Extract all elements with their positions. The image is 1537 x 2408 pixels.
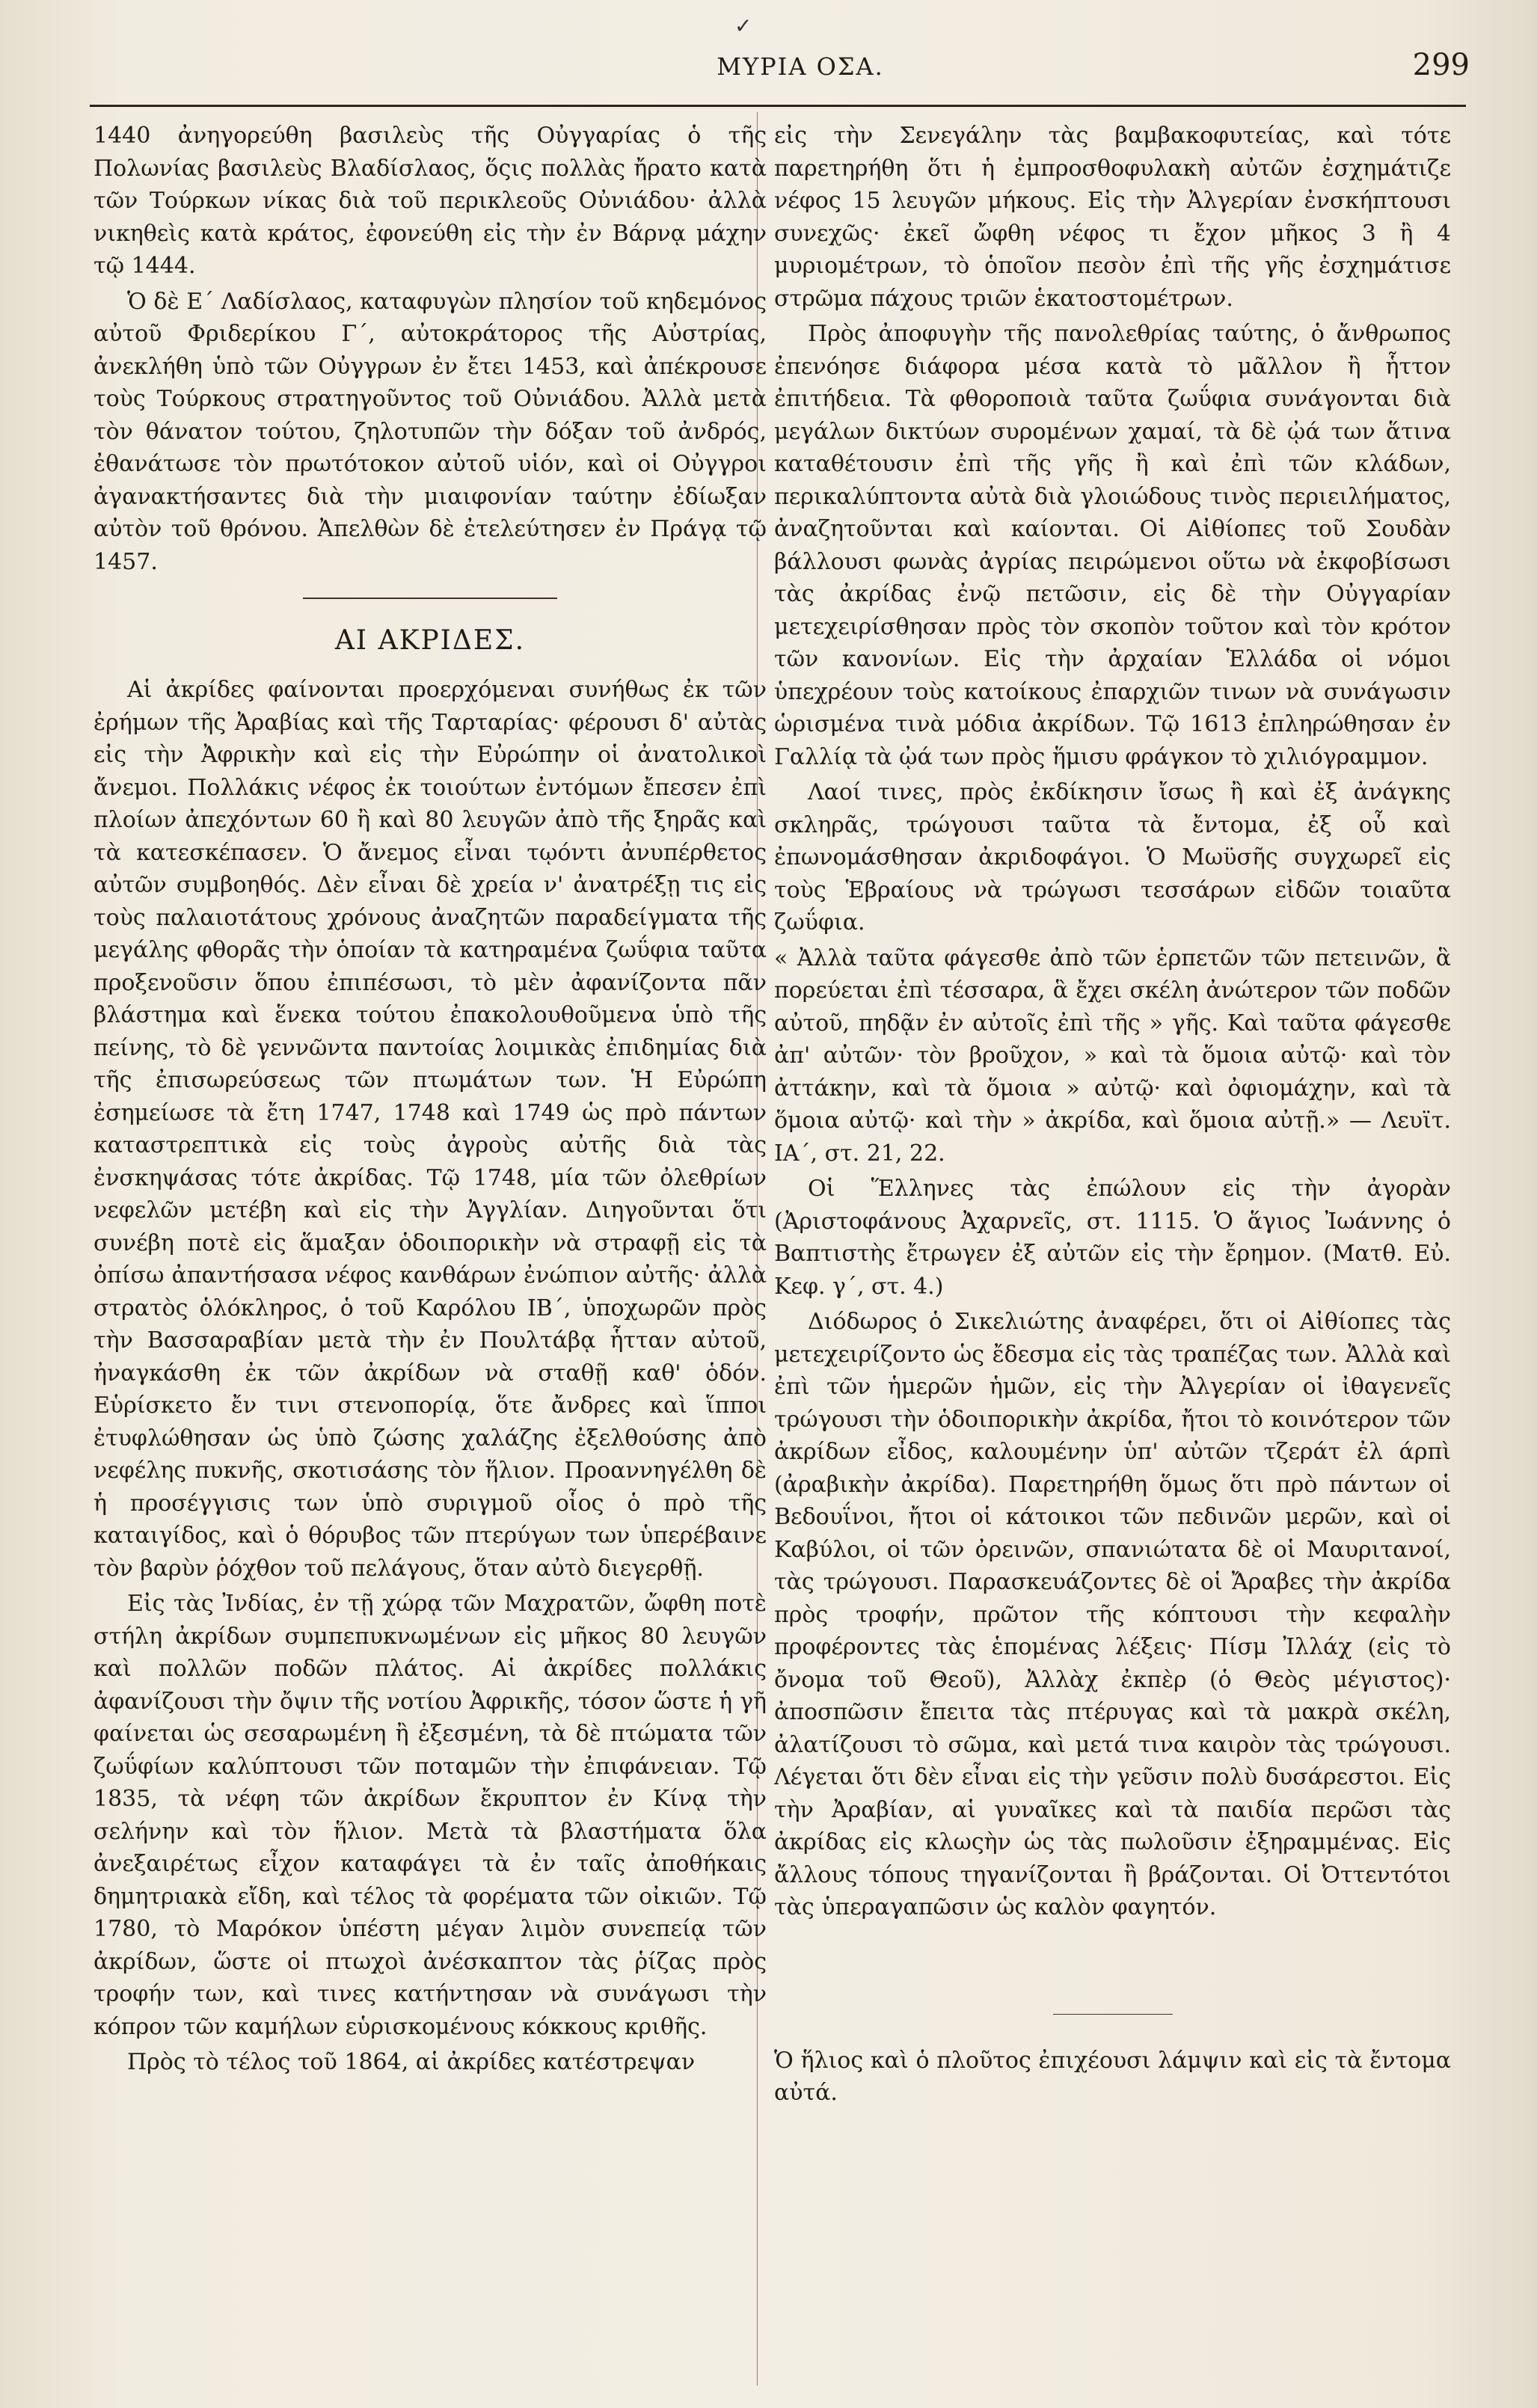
paragraph: Αἱ ἀκρίδες φαίνονται προερχόμεναι συνήθως ἐκ τῶν ἐρήμων τῆς Ἀραβίας καὶ τῆς Ταρταρίας· φέρουσι δ' αὐτὰς εἰς τὴν Ἀφρικὴν καὶ εἰς τὴν Εὐρώπην οἱ ἀνατολικοὶ ἄνεμοι. Πολλάκις νέφος ἐκ τοιούτων ἐντόμων ἔπεσεν ἐπὶ πλοίων ἀπεχόντων 60 ἢ καὶ 80 λευγῶν ἀπὸ τῆς ξηρᾶς καὶ τὰ κατεσκέπασεν. Ὁ ἄνεμος εἶναι τῳόντι ἀνυπέρθετος αὐτῶν συμβοηθός. Δὲν εἶναι δὲ χρεία ν' ἀνατρέξῃ τις εἰς τοὺς παλαιοτάτους χρόνους ἀναζητῶν παραδείγματα τῆς μεγάλης φθορᾶς τὴν ὁποίαν τὰ κατηραμένα ζωΰφια ταῦτα προξενοῦσιν ὅπου ἐπιπέσωσι, τὸ μὲν ἀφανίζοντα πᾶν βλάστημα καὶ ἕνεκα τούτου ἐπακολουθοῦμενα ὑπὸ τῆς πείνης, τὸ δὲ γεννῶντα παντοίας λοιμικὰς ἐπιδημίας διὰ τῆς ἐπισωρεύσεως τῶν πτωμάτων των. Ἡ Εὐρώπη ἐσημείωσε τὰ ἔτη 1747, 1748 καὶ 1749 ὡς πρὸ πάντων καταστρεπτικὰ εἰς τοὺς ἀγροὺς αὐτῆς διὰ τὰς ἐνσκηψάσας τότε ἀκρίδας. Τῷ 1748, μία τῶν ὀλεθρίων νεφελῶν μετέβη καὶ εἰς τὴν Ἀγγλίαν. Διηγοῦνται ὅτι συνέβη ποτὲ εἰς ἅμαξαν ὁδοιπορικὴν νὰ στραφῇ εἰς τὰ ὀπίσω ἀπαντήσασα νέφος κανθάρων ἐνώπιον αὐτῆς· ἀλλὰ στρατὸς ὁλόκληρος, ὁ τοῦ Καρόλου ΙΒ΄, ὑποχωρῶν πρὸς τὴν Βασσαραβίαν μετὰ τὴν ἐν Πουλτάβᾳ ἧτταν αὐτοῦ, ἠναγκάσθη ἐκ τῶν ἀκρίδων νὰ σταθῇ καθ' ὁδόν. Εὑρίσκετο ἔν τινι στενοπορίᾳ, ὅτε ἄνδρες καὶ ἵπποι ἐτυφλώθησαν ὡς ὑπὸ ζώσης χαλάζης ἐξελθούσης ἀπὸ νεφέλης πυκνῆς, σκοτισάσης τὸν ἥλιον. Προαννηγέλθη δὲ ἡ προσέγγισις των ὑπὸ συριγμοῦ οἷος ὁ πρὸ τῆς καταιγίδος, καὶ ὁ θόρυβος τῶν πτερύγων των ὑπερέβαινε τὸν βαρὺν ῥόχθον τοῦ πελάγους, ὅταν αὐτὸ διεγερθῇ.	[93, 677, 767, 1582]
left-column	[93, 120, 767, 2386]
closing-note: Ὁ ἥλιος καὶ ὁ πλοῦτος ἐπιχέουσι λάμψιν καὶ εἰς τὰ ἔντομα αὐτά.	[774, 2047, 1451, 2106]
paragraph: 1440 ἀνηγορεύθη βασιλεὺς τῆς Οὐγγαρίας ὁ τῆς Πολωνίας βασιλεὺς Βλαδίσλαος, ὅςις πολλὰς ἤρατο κατὰ τῶν Τούρκων νίκας διὰ τοῦ περικλεοῦς Οὐνιάδου· ἀλλὰ νικηθεὶς κατὰ κράτος, ἐφονεύθη εἰς τὴν ἐν Βάρνᾳ μάχην τῷ 1444.	[93, 123, 767, 279]
scripture-quote: « Ἀλλὰ ταῦτα φάγεσθε ἀπὸ τῶν ἑρπετῶν τῶν πετεινῶν, ἃ πορεύεται ἐπὶ τέσσαρα, ἃ ἔχει σκέλη ἀνώτερον τῶν ποδῶν αὐτοῦ, πηδᾷν ἐν αὐτοῖς ἐπὶ τῆς » γῆς. Καὶ ταῦτα φάγεσθε ἀπ' αὐτῶν· τὸν βροῦχον, » καὶ τὰ ὅμοια αὐτῷ· καὶ τὸν ἀττάκην, καὶ τὰ ὅμοια » αὐτῷ· καὶ ὀφιομάχην, καὶ τὰ ὅμοια αὐτῷ· καὶ τὴν » ἀκρίδα, καὶ ὅμοια αὐτῇ.» — Λευϊτ. ΙΑ΄, στ. 21, 22.	[774, 945, 1451, 1167]
paragraph: Διόδωρος ὁ Σικελιώτης ἀναφέρει, ὅτι οἱ Αἰθίοπες τὰς μετεχειρίζοντο ὡς ἔδεσμα εἰς τὰς τραπέζας των. Ἀλλὰ καὶ ἐπὶ τῶν ἡμερῶν ἡμῶν, εἰς τὴν Ἀλγερίαν οἱ ἰθαγενεῖς τρώγουσι τὴν ὁδοιπορικὴν ἀκρίδα, ἤτοι τὸ κοινότερον τῶν ἀκρίδων εἶδος, καλουμένην ὑπ' αὐτῶν τζεράτ ἐλ άρπὶ (ἀραβικὴν ἀκρίδα). Παρετηρήθη ὅμως ὅτι πρὸ πάντων οἱ Βεδουΐνοι, ἤτοι οἱ κάτοικοι τῶν πεδινῶν μερῶν, καὶ οἱ Καβύλοι, οἱ τῶν ὀρεινῶν, σπανιώτατα δὲ οἱ Μαυριτανοί, τὰς τρώγουσι. Παρασκευάζοντες δὲ οἱ Ἄραβες τὴν ἀκρίδα πρὸς τροφήν, πρῶτον τῆς κόπτουσι τὴν κεφαλὴν προφέροντες τὰς ἑπομένας λέξεις· Πίσμ Ἰλλάχ (εἰς τὸ ὄνομα τοῦ Θεοῦ), Ἀλλὰχ ἐκπὲρ (ὁ Θεὸς μέγιστος)· ἀποσπῶσιν ἔπειτα τὰς πτέρυγας καὶ τὰ μακρὰ σκέλη, ἀλατίζουσι τὸ σῶμα, καὶ μετά τινα καιρὸν τὰς τρώγουσι. Λέγεται ὅτι δὲν εἶναι εἰς τὴν γεῦσιν πολὺ δυσάρεστοι. Εἰς τὴν Ἀραβίαν, αἱ γυναῖκες καὶ τὰ παιδία περῶσι τὰς ἀκρίδας εἰς κλωςὴν ὡς τὰς πωλοῦσιν ἐξηραμμένας. Εἰς ἄλλους τόπους τηγανίζονται ἢ βράζονται. Οἱ Ὀττεντότοι τὰς ὑπεραγαπῶσιν ὡς καλὸν φαγητόν.	[774, 1309, 1451, 1920]
running-header-title: ΜΥΡΙΑ ΟΣΑ.	[717, 52, 884, 81]
paragraph: Πρὸς ἀποφυγὴν τῆς πανολεθρίας ταύτης, ὁ ἄνθρωπος ἐπενόησε διάφορα μέσα κατὰ τὸ μᾶλλον ἢ ἧττον ἐπιτήδεια. Τὰ φθοροποιὰ ταῦτα ζωΰφια συνάγονται διὰ μεγάλων δικτύων συρομένων χαμαί, τὰ δὲ ᾠά των ἅτινα καταθέτουσιν ἐπὶ τῆς γῆς ἢ καὶ ἐπὶ τῶν κλάδων, περικαλύπτοντα αὐτὰ διὰ γλοιώδους τινὸς περιειλήματος, ἀναζητοῦνται καὶ καίονται. Οἱ Αἰθίοπες τοῦ Σουδὰν βάλλουσι φωνὰς ἀγρίας πειρώμενοι οὕτω νὰ ἐκφοβίσωσι τὰς ἀκρίδας ἐνῷ πετῶσιν, εἰς δὲ τὴν Οὐγγαρίαν μετεχειρίσθησαν πρὸς τὸν σκοπὸν τοῦτον καὶ τὸν κρότον τῶν κανονίων. Εἰς τὴν ἀρχαίαν Ἑλλάδα οἱ νόμοι ὑπεχρέουν τοὺς κατοίκους ἐπαρχιῶν τινων νὰ συνάγωσιν ὡρισμένα τινὰ μόδια ἀκρίδων. Τῷ 1613 ἐπληρώθησαν ἐν Γαλλίᾳ τὰ ᾠά των πρὸς ἥμισυ φράγκον τὸ χιλιόγραμμον.	[774, 321, 1451, 770]
section-divider	[303, 598, 557, 599]
right-column	[774, 120, 1451, 2386]
paragraph: Οἱ Ἕλληνες τὰς ἐπώλουν εἰς τὴν ἀγορὰν (Ἀριστοφάνους Ἀχαρνεῖς, στ. 1115. Ὁ ἅγιος Ἰωάννης ὁ Βαπτιστὴς ἔτρωγεν ἐξ αὐτῶν εἰς τὴν ἔρημον. (Ματθ. Εὐ. Κεφ. γ΄, στ. 4.)	[774, 1176, 1451, 1300]
paragraph: Ὁ δὲ Ε΄ Λαδίσλαος, καταφυγὼν πλησίον τοῦ κηδεμόνος αὐτοῦ Φριδερίκου Γ΄, αὐτοκράτορος τῆς Αὐστρίας, ἀνεκλήθη ὑπὸ τῶν Οὐγγρων ἐν ἔτει 1453, καὶ ἀπέκρουσε τοὺς Τούρκους στρατηγοῦντος τοῦ Οὐνιάδου. Ἀλλὰ μετὰ τὸν θάνατον τούτου, ζηλοτυπῶν τὴν δόξαν τοῦ ἀνδρός, ἐθανάτωσε τὸν πρωτότοκον αὐτοῦ υἱόν, καὶ οἱ Οὐγγροι ἀγανακτήσαντες διὰ τὴν μιαιφονίαν ταύτην ἐδίωξαν αὐτὸν τοῦ θρόνου. Ἀπελθὼν δὲ ἐτελεύτησεν ἐν Πράγᾳ τῷ 1457.	[93, 288, 767, 575]
margin-mark: ✓	[734, 13, 752, 38]
paragraph: Εἰς τὰς Ἰνδίας, ἐν τῇ χώρᾳ τῶν Μαχρατῶν, ὤφθη ποτὲ στήλη ἀκρίδων συμπεπυκνωμένων εἰς μῆκος 80 λευγῶν καὶ πολλῶν ποδῶν πλάτος. Αἱ ἀκρίδες πολλάκις ἀφανίζουσι τὴν ὄψιν τῆς νοτίου Ἀφρικῆς, τόσον ὥστε ἡ γῆ φαίνεται ὡς σεσαρωμένη ἢ ἐξεσμένη, τὰ δὲ πτώματα τῶν ζωΰφίων καλύπτουσι τῶν ποταμῶν τὴν ἐπιφάνειαν. Τῷ 1835, τὰ νέφη τῶν ἀκρίδων ἔκρυπτον ἐν Κίνᾳ τὴν σελήνην καὶ τὸν ἥλιον. Μετὰ τὰ βλαστήματα ὅλα ἀνεξαιρέτως εἶχον καταφάγει τὰ ἐν ταῖς ἀποθήκαις δημητριακὰ εἴδη, καὶ τέλος τὰ φορέματα τῶν οἰκιῶν. Τῷ 1780, τὸ Μαρόκον ὑπέστη μέγαν λιμὸν συνεπείᾳ τῶν ἀκρίδων, ὥστε οἱ πτωχοὶ ἀνέσκαπτον τὰς ῥίζας πρὸς τροφήν των, καὶ τινες κατήντησαν νὰ συνάγωσι τὴν κόπρον τῶν καμήλων εὑρισκομένους κόκκους κριθῆς.	[93, 1591, 767, 2040]
page-number: 299	[1412, 48, 1470, 82]
paragraph: Πρὸς τὸ τέλος τοῦ 1864, αἱ ἀκρίδες κατέστρεψαν	[127, 2049, 696, 2076]
paragraph: Λαοί τινες, πρὸς ἐκδίκησιν ἴσως ἢ καὶ ἐξ ἀνάγκης σκληρᾶς, τρώγουσι ταῦτα τὰ ἔντομα, ἐξ οὗ καὶ ἐπωνομάσθησαν ἀκριδοφάγοι. Ὁ Μωϋσῆς συγχωρεῖ εἰς τοὺς Ἑβραίους νὰ τρώγωσι τεσσάρων εἰδῶν τοιαῦτα ζωΰφια.	[774, 779, 1451, 936]
footer-divider	[1053, 2014, 1173, 2015]
paragraph: εἰς τὴν Σενεγάλην τὰς βαμβακοφυτείας, καὶ τότε παρετηρήθη ὅτι ἡ ἐμπροσθοφυλακὴ αὐτῶν ἐσχημάτιζε νέφος 15 λευγῶν μήκους. Εἰς τὴν Ἀλγερίαν ἐνσκήπτουσι συνεχῶς· ἐκεῖ ὤφθη νέφος τι ἔχον μῆκος 3 ἢ 4 μυριομέτρων, τὸ ὁποῖον πεσὸν ἐπὶ τῆς γῆς ἐσχημάτισε στρῶμα πάχους τριῶν ἑκατοστομέτρων.	[774, 123, 1451, 312]
header-rule	[90, 105, 1466, 107]
section-title: ΑΙ ΑΚΡΙΔΕΣ.	[334, 625, 526, 656]
